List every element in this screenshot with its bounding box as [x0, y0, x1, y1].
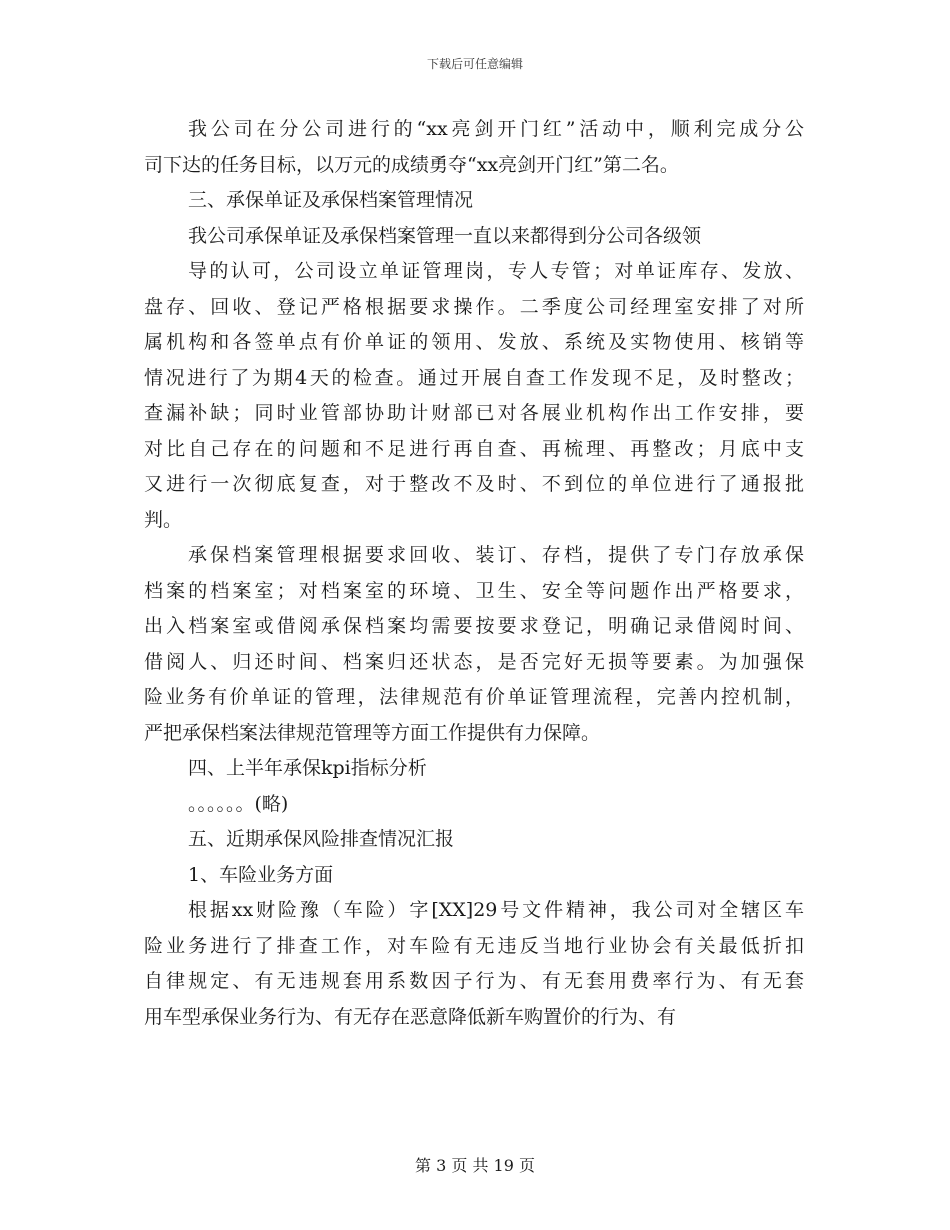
text-line: 我公司在分公司进行的“xx亮剑开门红”活动中，顺利完成分公: [188, 118, 804, 140]
text-line: 四、上半年承保kpi指标分析: [188, 757, 427, 779]
page-number-footer: 第 3 页 共 19 页: [415, 1156, 535, 1175]
text-line: 又进行一次彻底复查，对于整改不及时、不到位的单位进行了通报批: [144, 473, 804, 495]
text-line: 对比自己存在的问题和不足进行再自查、再梳理、再整改；月底中支: [144, 437, 804, 460]
text-line: 1、车险业务方面: [188, 863, 334, 886]
text-line: 险业务有价单证的管理，法律规范有价单证管理流程，完善内控机制，: [144, 686, 804, 708]
text-line: 三、承保单证及承保档案管理情况: [188, 189, 474, 211]
text-line: 司下达的任务目标，以万元的成绩勇夺“xx亮剑开门红”第二名。: [144, 153, 679, 176]
text-line: 判。: [144, 508, 183, 531]
text-line: 险业务进行了排查工作，对车险有无违反当地行业协会有关最低折扣: [144, 934, 804, 957]
text-line: 情况进行了为期4天的检查。通过开展自查工作发现不足，及时整改；: [144, 366, 804, 389]
text-line: 自律规定、有无违规套用系数因子行为、有无套用费率行为、有无套: [144, 970, 804, 992]
text-line: 出入档案室或借阅承保档案均需要按要求登记，明确记录借阅时间、: [144, 615, 804, 637]
text-line: 。。。。。。(略): [188, 792, 289, 815]
text-line: 属机构和各签单点有价单证的领用、发放、系统及实物使用、核销等: [144, 331, 804, 353]
text-line: 五、近期承保风险排查情况汇报: [188, 828, 455, 850]
text-line: 承保档案管理根据要求回收、装订、存档，提供了专门存放承保: [188, 544, 804, 566]
document-body: [144, 112, 804, 1035]
text-line: 用车型承保业务行为、有无存在恶意降低新车购置价的行为、有: [144, 1005, 677, 1028]
text-line: 查漏补缺；同时业管部协助计财部已对各展业机构作出工作安排，要: [144, 402, 804, 424]
text-line: 档案的档案室；对档案室的环境、卫生、安全等问题作出严格要求，: [144, 579, 804, 602]
text-line: 导的认可，公司设立单证管理岗，专人专管；对单证库存、发放、: [188, 260, 804, 282]
text-line: 盘存、回收、登记严格根据要求操作。二季度公司经理室安排了对所: [144, 295, 804, 318]
text-line: 根据xx财险豫（车险）字[XX]29号文件精神，我公司对全辖区车: [188, 899, 804, 921]
text-line: 我公司承保单证及承保档案管理一直以来都得到分公司各级领: [188, 224, 702, 247]
page-header-note: 下载后可任意编辑: [426, 57, 523, 71]
text-line: 借阅人、归还时间、档案归还状态，是否完好无损等要素。为加强保: [144, 650, 804, 673]
text-line: 严把承保档案法律规范管理等方面工作提供有力保障。: [144, 721, 601, 744]
